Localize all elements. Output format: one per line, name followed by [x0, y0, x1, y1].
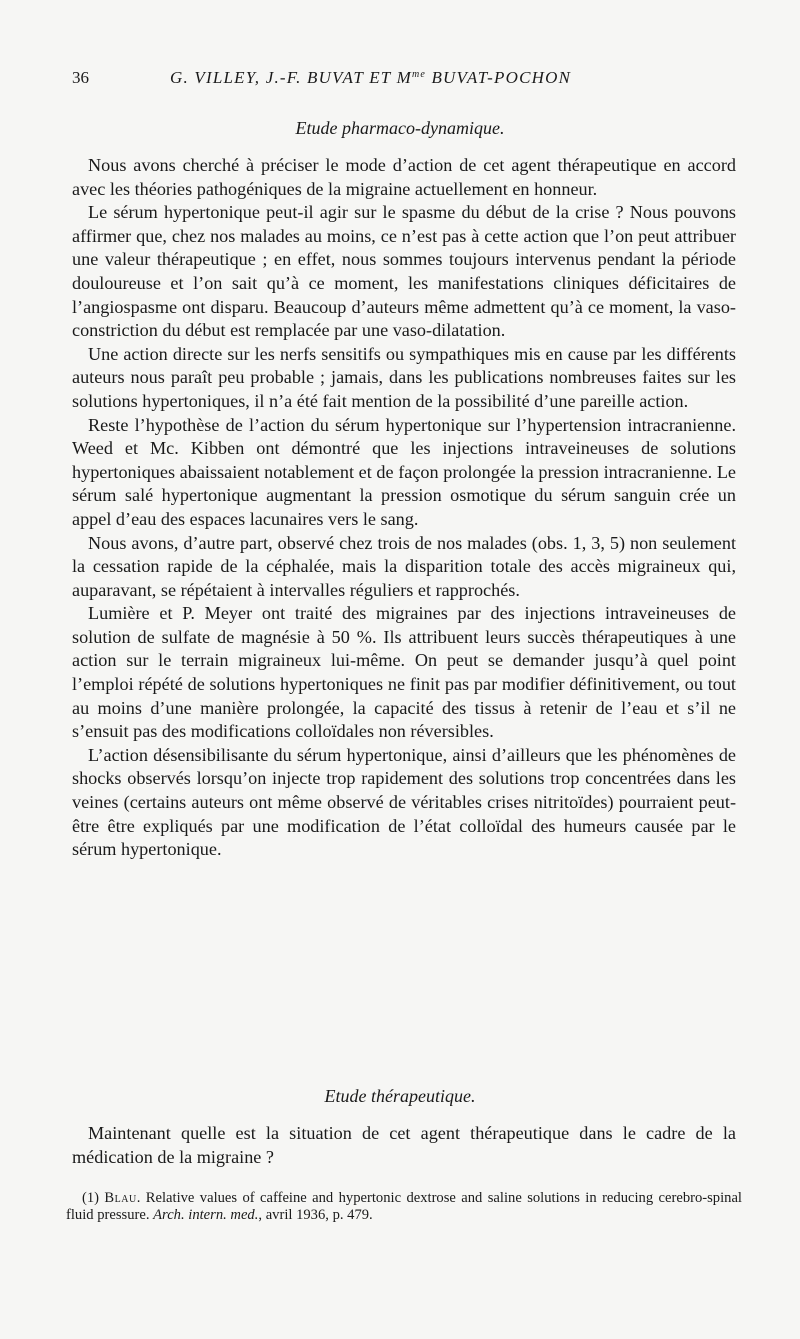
authors-prefix: G. VILLEY, J.-F. BUVAT ET M [170, 68, 412, 87]
footnote-body: . Relative values of caffeine and hypertonic dextrose and saline solutions in reducing cerebro-spinal fluid pressure. [66, 1190, 742, 1223]
footnote-text [66, 1190, 742, 1224]
paragraph: Nous avons cherché à préciser le mode d’action de cet agent thérapeutique en accord avec les théories pathogéniques de la migraine actuellement en honneur. [72, 155, 736, 199]
paragraph: Reste l’hypothèse de l’action du sérum hypertonique sur l’hypertension intracranienne. Weed et Mc. Kibben ont démontré que les injections intraveineuses de solutions hypertoniques abaissaient notablement et de façon prolongée la pression intracranienne. Le sérum salé hypertonique augmentant la pression osmotique du sérum sanguin crée un appel d’eau des espaces lacunaires vers le sang. [72, 414, 736, 529]
footnote-marker: (1) [82, 1190, 105, 1206]
header-authors [170, 68, 571, 88]
authors-superscript: me [411, 69, 426, 80]
running-header [72, 68, 732, 90]
paragraph: L’action désensibilisante du sérum hypertonique, ainsi d’ailleurs que les phénomènes de shocks observés lorsqu’on injecte trop rapidement des solutions trop concentrées dans les veines (certains auteurs ont même observé de véritables crises nitritoïdes) pourraient peut-être être expliqués par une modification de l’état colloïdal des humeurs causée par le sérum hypertonique. [72, 744, 736, 860]
footnote [66, 1190, 742, 1224]
footnote-citation: , avril 1936, p. 479. [258, 1207, 373, 1223]
section-title-therapeutique: Etude thérapeutique. [324, 1086, 476, 1106]
paragraph: Maintenant quelle est la situation de cet agent thérapeutique dans le cadre de la médication de la migraine ? [72, 1123, 736, 1167]
paragraph: Le sérum hypertonique peut-il agir sur le spasme du début de la crise ? Nous pouvons affirmer que, chez nos malades au moins, ce n’est pas à cette action que l’on peut attribuer une valeur thérapeutique ; en effet, nous sommes toujours intervenus pendant la période douloureuse et l’on sait qu’à ce moment, les manifestations cliniques déficitaires de l’angiospasme ont disparu. Beaucoup d’auteurs même admettent qu’à ce moment, la vaso-constriction du début est remplacée par une vaso-dilatation. [72, 202, 736, 341]
authors-suffix: BUVAT-POCHON [426, 68, 572, 87]
page-number: 36 [72, 68, 89, 87]
paragraph: Nous avons, d’autre part, observé chez trois de nos malades (obs. 1, 3, 5) non seulement la cessation rapide de la céphalée, mais la disparition totale des accès migraineux qui, auparavant, se répétaient à intervalles réguliers et rapprochés. [72, 532, 736, 600]
footnote-author: Blau [104, 1190, 137, 1206]
paragraph: Lumière et P. Meyer ont traité des migraines par des injections intraveineuses de solution de sulfate de magnésie à 50 %. Ils attribuent leurs succès thérapeutiques à une action sur le terrain migraineux lui-même. On peut se demander jusqu’à quel point l’emploi répété de solutions hypertoniques ne finit pas par modifier définitivement, ou tout au moins d’une manière prolongée, la capacité des tissus à retenir de l’eau et s’il ne s’ensuit pas des modifications colloïdales non réversibles. [72, 603, 736, 742]
footnote-journal: Arch. intern. med. [153, 1207, 259, 1223]
section-body-therapeutique [72, 1122, 736, 1169]
paragraph: Une action directe sur les nerfs sensitifs ou sympathiques mis en cause par les différents auteurs nous paraît peu probable ; jamais, dans les publications nombreuses faites sur les solutions hypertoniques, il n’a été fait mention de la possibilité d’une pareille action. [72, 343, 736, 411]
section-body-pharmaco-dynamique [72, 154, 736, 862]
section-title-pharmaco-dynamique: Etude pharmaco-dynamique. [295, 118, 505, 138]
